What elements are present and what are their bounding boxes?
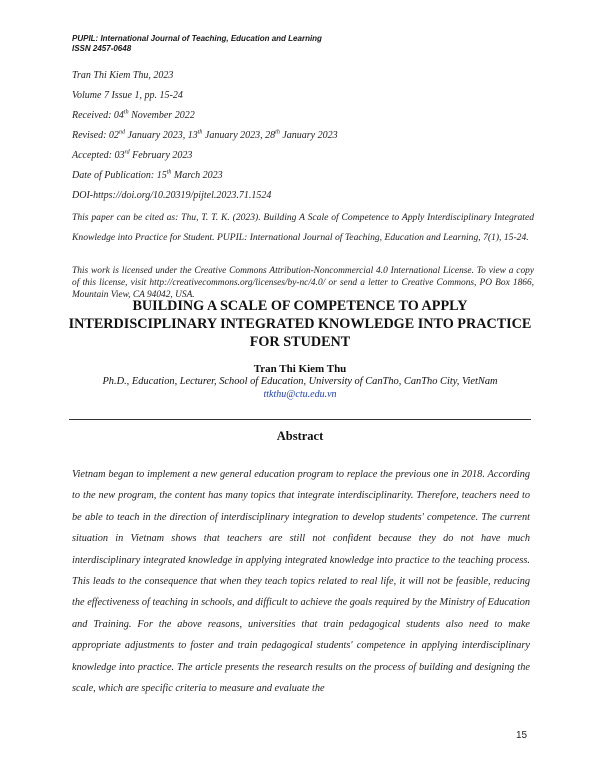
- author-name: Tran Thi Kiem Thu: [253, 363, 347, 375]
- meta-received: Received: 04th November 2022: [72, 109, 195, 121]
- meta-accepted: Accepted: 03rd February 2023: [72, 149, 193, 161]
- author-affiliation: Ph.D., Education, Lecturer, School of Education, University of CanTho, CanTho City, VietNam: [102, 376, 498, 387]
- meta-revised: Revised: 02nd January 2023, 13th January 2023, 28th January 2023: [72, 129, 338, 141]
- citation: This paper can be cited as: Thu, T. T. K. (2023). Building A Scale of Competence to Apply Interdisciplinary Integrated Knowledge into Practice for Student. PUPIL: International Journal of Teaching, Education and Learning, 7(1), 15-24.: [72, 212, 534, 243]
- author-email[interactable]: ttkthu@ctu.edu.vn: [263, 389, 337, 400]
- journal-header: [72, 34, 532, 54]
- meta-volume: Volume 7 Issue 1, pp. 15-24: [72, 90, 183, 101]
- journal-name: PUPIL: International Journal of Teaching, Education and Learning: [72, 34, 322, 43]
- page-number: 15: [516, 730, 528, 741]
- abstract-text: Vietnam began to implement a new general education program to replace the previous one in 2018. According to the new program, the content has many topics that integrate interdisciplinarity. Therefore, teachers need to be able to teach in the direction of interdisciplinary integration to develop students' competence. The current situation in Vietnam shows that teachers are still not confident because they do not have much interdisciplinary integrated knowledge in applying integrated knowledge into practice to the teaching process. This leads to the consequence that when they teach topics related to real life, it will not be feasible, reducing the effectiveness of teaching in schools, and difficult to achieve the goals required by the Ministry of Education and Training. For the above reasons, universities that train pedagogical students also need to make appropriate adjustments to foster and train pedagogical students' competence in applying interdisciplinary knowledge into practice. The article presents the research results on the process of building and designing the scale, which are specific criteria to measure and evaluate the: [72, 469, 530, 695]
- meta-doi[interactable]: DOI-https://doi.org/10.20319/pijtel.2023.71.1524: [72, 190, 272, 201]
- meta-published: Date of Publication: 15th March 2023: [72, 169, 223, 181]
- divider: [69, 419, 531, 420]
- license-notice: This work is licensed under the Creative Commons Attribution-Noncommercial 4.0 International License. To view a copy of this license, visit http://creativecommons.org/licenses/by-nc/4.0/ or send a letter to Creative Commons, PO Box 1866, Mountain View, CA 94042, USA.: [72, 266, 534, 300]
- abstract-heading: Abstract: [276, 429, 324, 443]
- meta-author-year: Tran Thi Kiem Thu, 2023: [72, 70, 174, 81]
- paper-title: BUILDING A SCALE OF COMPETENCE TO APPLY INTERDISCIPLINARY INTEGRATED KNOWLEDGE INTO PRACTICE FOR STUDENT: [68, 298, 532, 350]
- journal-issn: ISSN 2457-0648: [72, 44, 132, 53]
